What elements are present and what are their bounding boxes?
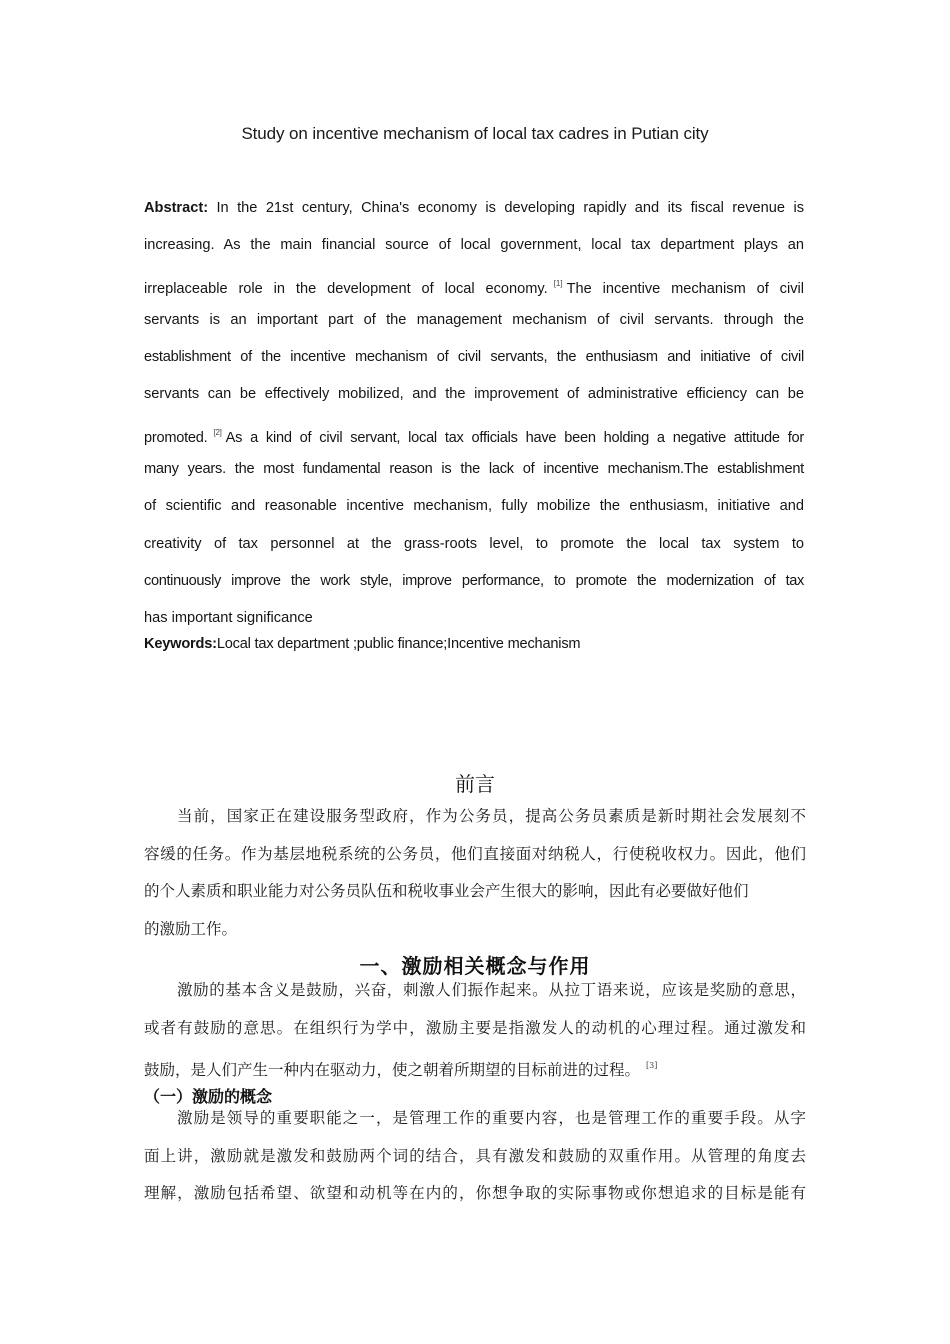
preface-line: 的激励工作。 [144, 919, 238, 938]
keywords-label: Keywords: [144, 636, 217, 652]
preface-line: 的个人素质和职业能力对公务员队伍和税收事业会产生很大的影响，因此有必要做好他们 [144, 882, 749, 900]
abstract-line [144, 488, 804, 525]
subsection-1-line: 理解，激励包括希望、欲望和动机等在内的，你想争取的实际事物或你想追求的目标是能有 [144, 1184, 806, 1202]
abstract-text: creativity of tax personnel at the grass-roots level, to promote the local tax system to [144, 535, 804, 552]
abstract-text: promoted. [144, 429, 208, 446]
preface-line: 当前，国家正在建设服务型政府，作为公务员，提高公务员素质是新时期社会发展刻不 [177, 807, 806, 825]
abstract-line [144, 600, 804, 637]
citation-3[interactable]: [3] [646, 1061, 658, 1070]
subsection-1-line: 面上讲，激励就是激发和鼓励两个词的结合，具有激发和鼓励的双重作用。从管理的角度去 [144, 1146, 806, 1165]
section-1-line: 或者有鼓励的意思。在组织行为学中，激励主要是指激发人的动机的心理过程。通过激发和 [144, 1018, 806, 1037]
abstract-text: irreplaceable role in the development of local economy. [144, 280, 548, 297]
abstract-text: of scientific and reasonable incentive mechanism, fully mobilize the enthusiasm, initiative and [144, 498, 804, 515]
abstract-label: Abstract: [144, 200, 209, 216]
abstract-line [144, 339, 804, 376]
abstract-block [144, 190, 804, 638]
abstract-text: continuously improve the work style, improve performance, to promote the modernization of tax [144, 572, 804, 589]
section-1-text: 鼓励，是人们产生一种内在驱动力，使之朝着所期望的目标前进的过程。 [144, 1061, 641, 1079]
abstract-text: has important significance [144, 610, 313, 627]
section-1-line: 激励的基本含义是鼓励，兴奋，刺激人们振作起来。从拉丁语来说，应该是奖励的意思， [177, 981, 806, 999]
keywords-line [144, 636, 580, 652]
abstract-line [144, 526, 804, 563]
abstract-text: increasing. As the main financial source of local government, local tax department plays an [144, 237, 804, 254]
keywords-value: Local tax department ;public finance;Incentive mechanism [216, 636, 581, 652]
subsection-1-paragraph [144, 1100, 806, 1213]
abstract-text: The incentive mechanism of civil [566, 280, 804, 297]
preface-heading: 前言 [455, 772, 495, 796]
abstract-text: establishment of the incentive mechanism of civil servants, the enthusiasm and initiative of civil [144, 349, 804, 366]
abstract-line [144, 563, 804, 600]
preface-paragraph [144, 798, 806, 948]
abstract-text: servants can be effectively mobilized, and the improvement of administrative efficiency can be [144, 386, 804, 403]
abstract-line [144, 376, 804, 413]
abstract-line [144, 265, 804, 302]
section-1-heading: 一、激励相关概念与作用 [359, 954, 591, 978]
abstract-line [144, 414, 804, 451]
section-1-paragraph [144, 972, 806, 1085]
abstract-line [144, 227, 804, 264]
abstract-text: As a kind of civil servant, local tax officials have been holding a negative attitude for [225, 429, 804, 446]
abstract-line [144, 190, 804, 227]
abstract-text: servants is an important part of the management mechanism of civil servants. through the [144, 311, 804, 328]
section-1-line [144, 1047, 806, 1085]
citation-1[interactable]: [1] [553, 278, 563, 288]
abstract-text: In the 21st century, China's economy is developing rapidly and its fiscal revenue is [208, 200, 804, 216]
paper-title: Study on incentive mechanism of local tax cadres in Putian city [241, 124, 709, 143]
subsection-1-line: 激励是领导的重要职能之一，是管理工作的重要内容，也是管理工作的重要手段。从字 [177, 1109, 806, 1127]
citation-2[interactable]: [2] [213, 427, 222, 437]
abstract-line [144, 302, 804, 339]
abstract-line [144, 451, 804, 488]
subsection-1-heading: （一）激励的概念 [144, 1087, 273, 1106]
preface-line: 容缓的任务。作为基层地税系统的公务员，他们直接面对纳税人，行使税收权力。因此，他们 [144, 844, 806, 863]
abstract-text: many years. the most fundamental reason is the lack of incentive mechanism.The establishment [144, 461, 804, 478]
